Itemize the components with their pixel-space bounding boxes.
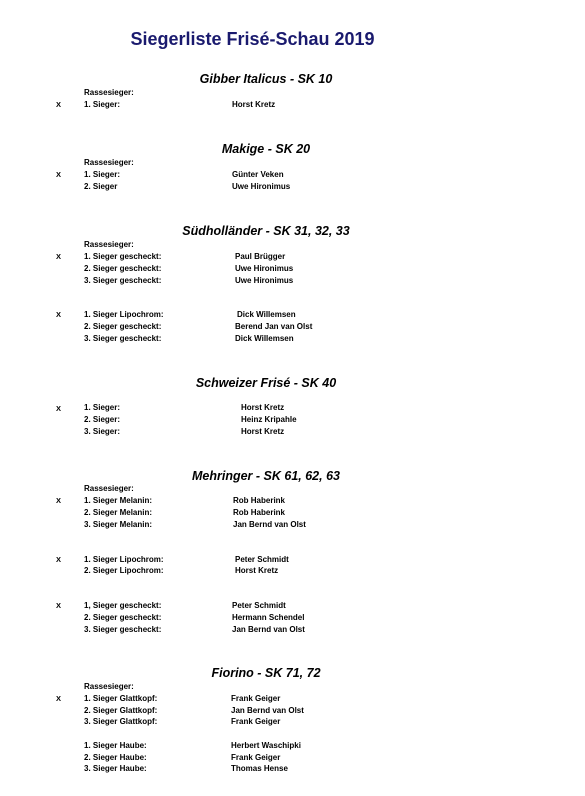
award-label: 3. Sieger Haube:	[84, 764, 147, 773]
winner-name: Uwe Hironimus	[232, 182, 291, 191]
winner-name: Frank Geiger	[231, 753, 281, 762]
winner-marker: X	[56, 694, 62, 703]
winner-name: Paul Brügger	[235, 252, 286, 261]
award-label: 3. Sieger:	[84, 427, 121, 436]
award-label: 2. Sieger Melanin:	[84, 508, 153, 517]
award-label: 1. Sieger:	[84, 403, 121, 412]
winner-name: Dick Willemsen	[235, 334, 294, 343]
section-heading: Mehringer - SK 61, 62, 63	[192, 469, 340, 483]
award-label: 2. Sieger Lipochrom:	[84, 566, 164, 575]
winner-name: Thomas Hense	[231, 764, 288, 773]
winner-name: Rob Haberink	[233, 496, 286, 505]
section-heading: Südholländer - SK 31, 32, 33	[182, 224, 350, 238]
rassesieger-label: Rassesieger:	[84, 484, 134, 493]
award-label: 1. Sieger gescheckt:	[84, 252, 162, 261]
section-heading: Schweizer Frisé - SK 40	[195, 376, 337, 390]
winner-name: Horst Kretz	[241, 403, 285, 412]
award-label: 2. Sieger gescheckt:	[84, 613, 162, 622]
award-label: 1. Sieger Lipochrom:	[84, 310, 164, 319]
section-heading: Gibber Italicus - SK 10	[199, 72, 333, 86]
award-label: 1. Sieger Haube:	[84, 741, 147, 750]
winner-name: Günter Veken	[232, 170, 284, 179]
rassesieger-label: Rassesieger:	[84, 158, 134, 167]
winner-name: Rob Haberink	[233, 508, 286, 517]
award-label: 3. Sieger Melanin:	[84, 520, 153, 529]
winner-name: Jan Bernd van Olst	[233, 520, 306, 529]
award-label: 2. Sieger gescheckt:	[84, 322, 162, 331]
award-label: 3. Sieger gescheckt:	[84, 625, 162, 634]
rassesieger-label: Rassesieger:	[84, 240, 134, 249]
winner-marker: X	[56, 555, 62, 564]
award-label: 3. Sieger Glattkopf:	[84, 717, 158, 726]
award-label: 2. Sieger:	[84, 415, 121, 424]
winner-name: Jan Bernd van Olst	[231, 706, 304, 715]
winner-marker: X	[56, 100, 62, 109]
winner-marker: X	[56, 601, 62, 610]
rassesieger-label: Rassesieger:	[84, 88, 134, 97]
winner-name: Peter Schmidt	[232, 601, 286, 610]
winner-name: Frank Geiger	[231, 694, 281, 703]
winner-name: Berend Jan van Olst	[235, 322, 313, 331]
winner-marker: X	[56, 170, 62, 179]
winner-marker: X	[56, 496, 62, 505]
winner-name: Hermann Schendel	[232, 613, 305, 622]
winner-name: Peter Schmidt	[235, 555, 289, 564]
award-label: 2. Sieger	[84, 182, 118, 191]
winner-name: Horst Kretz	[235, 566, 279, 575]
award-label: 3. Sieger gescheckt:	[84, 276, 162, 285]
award-label: 1, Sieger gescheckt:	[84, 601, 162, 610]
winner-name: Dick Willemsen	[237, 310, 296, 319]
winner-name: Heinz Kripahle	[241, 415, 297, 424]
winner-name: Frank Geiger	[231, 717, 281, 726]
award-label: 2. Sieger Haube:	[84, 753, 147, 762]
award-label: 1. Sieger Glattkopf:	[84, 694, 158, 703]
winner-marker: X	[56, 252, 62, 261]
winner-marker: X	[56, 404, 62, 413]
winner-marker: X	[56, 310, 62, 319]
award-label: 1. Sieger Melanin:	[84, 496, 153, 505]
award-label: 2. Sieger Glattkopf:	[84, 706, 158, 715]
section-heading: Fiorino - SK 71, 72	[211, 666, 321, 680]
section-heading: Makige - SK 20	[221, 142, 311, 156]
rassesieger-label: Rassesieger:	[84, 682, 134, 691]
winner-name: Horst Kretz	[241, 427, 285, 436]
winner-name: Jan Bernd van Olst	[232, 625, 305, 634]
winner-name: Uwe Hironimus	[235, 276, 294, 285]
award-label: 1. Sieger:	[84, 170, 121, 179]
page-title: Siegerliste Frisé-Schau 2019	[130, 29, 375, 49]
winner-name: Herbert Waschipki	[231, 741, 301, 750]
winner-name: Uwe Hironimus	[235, 264, 294, 273]
award-label: 1. Sieger Lipochrom:	[84, 555, 164, 564]
award-label: 3. Sieger gescheckt:	[84, 334, 162, 343]
award-label: 1. Sieger:	[84, 100, 121, 109]
award-label: 2. Sieger gescheckt:	[84, 264, 162, 273]
winner-name: Horst Kretz	[232, 100, 276, 109]
